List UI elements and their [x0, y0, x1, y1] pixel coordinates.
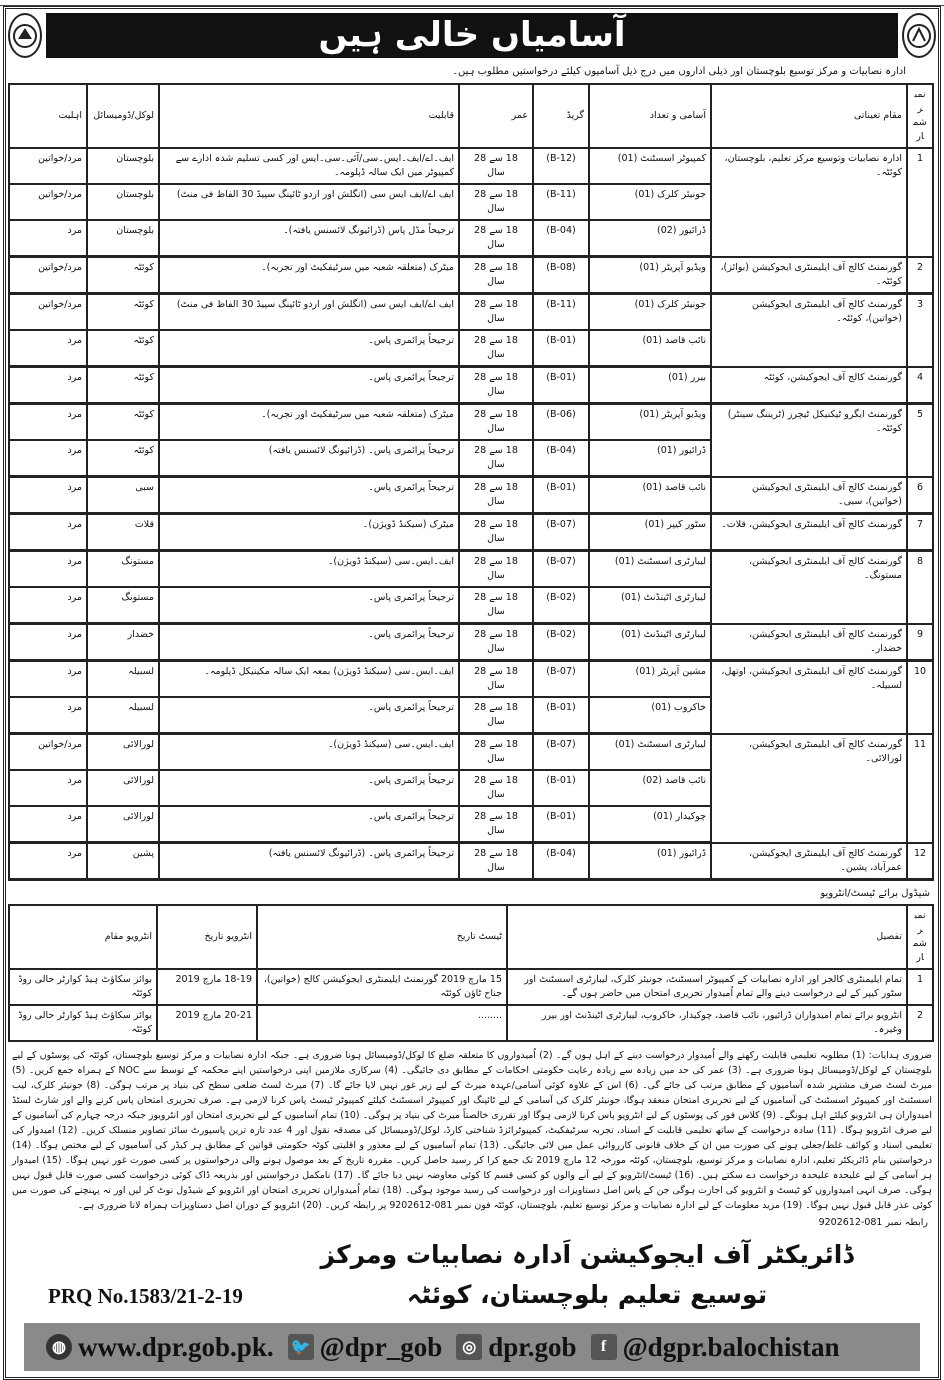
- qualification: ترجیحاً پرائمری پاس۔ (ڈرائیونگ لائسنس یافتہ): [159, 440, 459, 477]
- serial-number: 7: [907, 514, 933, 551]
- col-header-grade: گریڈ: [533, 84, 589, 148]
- eligibility: مرد: [9, 551, 87, 588]
- post-name: ڈرائیور (02): [589, 220, 711, 257]
- footer-social-bar: [24, 1323, 920, 1371]
- serial-number: 11: [907, 734, 933, 843]
- sched-header-test-date: ٹیسٹ تاریخ: [257, 905, 507, 969]
- serial-number: 4: [907, 367, 933, 404]
- grade: (B-07): [533, 551, 589, 588]
- qualification: ترجیحاً پرائمری پاس۔: [159, 330, 459, 367]
- director-title-line2: توسیع تعلیم بلوچستان، کوئٹہ: [406, 1280, 768, 1309]
- serial-number: 3: [907, 294, 933, 367]
- post-name: لیبارٹری اسسٹنٹ (01): [589, 551, 711, 588]
- posting-place: گورنمنٹ کالج آف ایلیمنٹری ایجوکیشن (بوائز)، کوئٹہ۔: [711, 257, 907, 294]
- post-name: ویڈیو آپریٹر (01): [589, 257, 711, 294]
- grade: (B-01): [533, 477, 589, 514]
- schedule-table: [8, 904, 934, 1042]
- grade: (B-07): [533, 514, 589, 551]
- director-title: [248, 1235, 926, 1315]
- eligibility: مرد: [9, 843, 87, 880]
- table-row: [9, 514, 933, 551]
- eligibility: مرد/خواتین: [9, 148, 87, 184]
- table-row: [9, 148, 933, 184]
- intro-text: ادارہ نصابیات و مرکز توسیع بلوچستان اور ذیلی اداروں میں درج ذیل آسامیوں کیلئے درخواستیں مطلوب ہیں۔: [452, 66, 906, 77]
- age-limit: 18 سے 28 سال: [459, 330, 533, 367]
- post-name: ڈرائیور (01): [589, 440, 711, 477]
- facebook-icon: f: [591, 1334, 617, 1360]
- col-header-age: عمر: [459, 84, 533, 148]
- website-link[interactable]: www.dpr.gob.pk.: [78, 1331, 274, 1362]
- grade: (B-01): [533, 367, 589, 404]
- facebook-handle[interactable]: @dgpr.balochistan: [622, 1331, 840, 1362]
- posting-place: گورنمنٹ کالج آف ایلیمنٹری ایجوکیشن (خواتین)، کوئٹہ۔: [711, 294, 907, 367]
- signature-block: [8, 1233, 936, 1323]
- post-name: لیبارٹری اٹینڈنٹ (01): [589, 624, 711, 661]
- domicile: کوئٹہ: [87, 404, 159, 441]
- qualification: ایف۔ایس۔سی (سیکنڈ ڈویژن)۔: [159, 551, 459, 588]
- eligibility: مرد/خواتین: [9, 184, 87, 220]
- sched-header-venue: انٹرویو مقام: [9, 905, 157, 969]
- schedule-row: [9, 969, 933, 1005]
- age-limit: 18 سے 28 سال: [459, 551, 533, 588]
- eligibility: مرد/خواتین: [9, 734, 87, 771]
- schedule-detail: انٹرویو برائے تمام امیدواران ڈرائیور، نائب قاصد، چوکیدار، خاکروب، لیبارٹری اٹینڈنٹ اور بیرر وغیرہ۔: [507, 1005, 907, 1041]
- table-row: [9, 294, 933, 331]
- domicile: لسبیلہ: [87, 697, 159, 734]
- post-name: جونیئر کلرک (01): [589, 184, 711, 220]
- posting-place: گورنمنٹ کالج آف ایلیمنٹری ایجوکیشن (خواتین)، سبی۔: [711, 477, 907, 514]
- age-limit: 18 سے 28 سال: [459, 697, 533, 734]
- qualification: میٹرک (سیکنڈ ڈویژن)۔: [159, 514, 459, 551]
- test-date: 15 مارچ 2019 گورنمنٹ ایلیمنٹری ایجوکیشن کالج (خواتین)، جناح ٹاؤن کوئٹہ: [257, 969, 507, 1005]
- department-logo-icon: [902, 13, 936, 58]
- posting-place: گورنمنٹ ایگرو ٹیکنیکل ٹیچرز (ٹریننگ سینٹر) کوئٹہ۔: [711, 404, 907, 477]
- serial-number: 1: [907, 148, 933, 257]
- posting-place: گورنمنٹ کالج آف ایلیمنٹری ایجوکیشن، لورالائی۔: [711, 734, 907, 843]
- qualification: ترجیحاً پرائمری پاس۔ (ڈرائیونگ لائسنس یافتہ): [159, 843, 459, 880]
- grade: (B-01): [533, 770, 589, 806]
- posting-place: گورنمنٹ کالج آف ایلیمنٹری ایجوکیشن، مستونگ۔: [711, 551, 907, 624]
- age-limit: 18 سے 28 سال: [459, 184, 533, 220]
- post-name: چوکیدار (01): [589, 806, 711, 843]
- eligibility: مرد: [9, 367, 87, 404]
- qualification: ایف۔ایس۔سی (سیکنڈ ڈویژن) بمعہ ایک سالہ مکینیکل ڈپلومہ۔: [159, 661, 459, 698]
- grade: (B-04): [533, 440, 589, 477]
- eligibility: مرد: [9, 770, 87, 806]
- eligibility: مرد: [9, 806, 87, 843]
- eligibility: مرد: [9, 514, 87, 551]
- domicile: بلوچستان: [87, 148, 159, 184]
- interview-date: 18-19 مارچ 2019: [157, 969, 257, 1005]
- post-name: لیبارٹری اسسٹنٹ (01): [589, 734, 711, 771]
- ad-frame: [3, 6, 941, 1380]
- post-name: سٹور کیپر (01): [589, 514, 711, 551]
- header: [8, 13, 936, 59]
- grade: (B-07): [533, 661, 589, 698]
- qualification: ایف۔اے/ایف۔ایس۔سی/آئی۔سی۔ایس اور کسی تسلیم شدہ ادارے سے کمپیوٹر میں ایک سالہ ڈپلومہ۔: [159, 148, 459, 184]
- table-row: [9, 367, 933, 404]
- serial-number: 1: [907, 969, 933, 1005]
- eligibility: مرد: [9, 440, 87, 477]
- serial-number: 8: [907, 551, 933, 624]
- age-limit: 18 سے 28 سال: [459, 770, 533, 806]
- age-limit: 18 سے 28 سال: [459, 514, 533, 551]
- domicile: کوئٹہ: [87, 294, 159, 331]
- post-name: لیبارٹری اٹینڈنٹ (01): [589, 587, 711, 624]
- table-row: [9, 661, 933, 698]
- age-limit: 18 سے 28 سال: [459, 477, 533, 514]
- interview-date: 20-21 مارچ 2019: [157, 1005, 257, 1041]
- serial-number: 10: [907, 661, 933, 734]
- posting-place: گورنمنٹ کالج آف ایجوکیشن، کوئٹہ: [711, 367, 907, 404]
- contact-number: رابطہ نمبر 081-9202612: [818, 1217, 928, 1228]
- post-name: ویڈیو آپریٹر (01): [589, 404, 711, 441]
- domicile: سبی: [87, 477, 159, 514]
- col-header-eligibility: اہلیت: [9, 84, 87, 148]
- age-limit: 18 سے 28 سال: [459, 148, 533, 184]
- qualification: ایف۔ایس۔سی (سیکنڈ ڈویژن)۔: [159, 734, 459, 771]
- test-date: ........: [257, 1005, 507, 1041]
- age-limit: 18 سے 28 سال: [459, 624, 533, 661]
- eligibility: مرد: [9, 477, 87, 514]
- serial-number: 9: [907, 624, 933, 661]
- post-name: بیرر (01): [589, 367, 711, 404]
- grade: (B-02): [533, 587, 589, 624]
- col-header-place: مقام تعیناتی: [711, 84, 907, 148]
- table-row: [9, 477, 933, 514]
- domicile: قلات: [87, 514, 159, 551]
- age-limit: 18 سے 28 سال: [459, 661, 533, 698]
- serial-number: 6: [907, 477, 933, 514]
- col-header-post: آسامی و تعداد: [589, 84, 711, 148]
- domicile: مستونگ: [87, 551, 159, 588]
- qualification: ترجیحاً مڈل پاس (ڈرائیونگ لائسنس یافتہ)۔: [159, 220, 459, 257]
- grade: (B-01): [533, 697, 589, 734]
- globe-icon: ◍: [46, 1334, 72, 1360]
- grade: (B-07): [533, 734, 589, 771]
- posting-place: گورنمنٹ کالج آف ایلیمنٹری ایجوکیشن، عمرآباد، پشین۔: [711, 843, 907, 880]
- domicile: لسبیلہ: [87, 661, 159, 698]
- qualification: ایف اے/ایف ایس سی (انگلش اور اردو ٹائپنگ سپیڈ 30 الفاظ فی منٹ): [159, 184, 459, 220]
- instructions-text: ضروری ہدایات: (1) مطلوبہ تعلیمی قابلیت رکھنے والے اُمیدوار درخواست دینے کے اہل ہوں گے۔ (2) اُمیدواروں کا متعلقہ ضلع کا لوکل/ڈومیسائل ہونا ضروری ہے۔ جبکہ ادارہ نصابیات و مرکز توسیع بلوچستان، کوئٹہ کی پوسٹوں کے لیے بلوچستان کے لوکل/ڈومیسائل ہونا ضروری ہے۔ (3) عمر کی حد میں زیادہ سے زیادہ رعایت حکومتی احکامات کے مطابق دی جائیگی۔ (4) سرکاری ملازمین اپنی درخواستیں اپنے محکمہ کے توسط سے NOC کے ہمراہ جمع کریں۔ (5) میرٹ لسٹ صرف مشتہر شدہ آسامیوں کے مطابق مرتب کی جائے گی۔ (6) اس کے علاوہ کوئی آسامی/عہدہ میرٹ کے لیے زیر غور نہیں لایا جائے گا۔ (7) میرٹ لسٹ ضلعی سطح کی بنیاد پر مرتب ہوگی۔ (8) جونیئر کلرک، لیب اسسٹنٹ اور کمپیوٹر اسسٹنٹ کی آسامیوں کے لیے تحریری امتحان منعقد ہوگا، جونیئر کلرک کی آسامی کے لیے ٹائپنگ اور کمپیوٹر اسسٹنٹ کیلئے کمپیوٹر ٹیسٹ پاس کرنا لازمی ہے۔ صرف تحریری امتحان پاس کرنے والے اور شارٹ لسٹڈ امیدواران ہی انٹرویو کیلئے اہل ہونگے۔ (9) کلاس فور کی پوسٹوں کے لیے انٹرویو پاس کرنا لازمی ہوگا اور تقرری خالصتاً میرٹ کی بنیاد پر ہوگی۔ (10) تمام آسامیوں کے لیے تحریری امتحان اور انٹرویوز جبکہ درجہ چہارم کی آسامیوں کے لیے صرف انٹرویو ہوگا۔ (11) سادہ درخواست کے ساتھ تعلیمی قابلیت کے اسناد، تجربہ سرٹیفکیٹ، کمپیوٹرائزڈ شناختی کارڈ، لوکل/ڈومیسائل کی مصدقہ نقول اور 4 عدد تازہ ترین پاسپورٹ سائز تصاویر منسلک کریں۔ (12) امیدوار کی تعلیمی اسناد و کوائف غلط/جعلی ہونے کی صورت میں ان کے خلاف قانونی کارروائی عمل میں لائی جائیگی۔ (13) تمام آسامیوں کے لیے معذور و اقلیتی کوٹہ حکومتی قوانین کے مطابق ہر کیڈر کی آسامیوں کے لیے مختص ہوگا۔ (14) درخواستیں بنام ڈائریکٹر تعلیم، ادارہ نصابیات و مرکز توسیع، بلوچستان، کوئٹہ مورخہ 12 مارچ 2019 تک جمع کرا کر رسید حاصل کریں۔ مقررہ تاریخ کے بعد موصول ہونے والی درخواستوں پر کسی صورت غور نہیں ہوگا۔ (15) امیدوار ہر آسامی کے لیے علیحدہ علیحدہ درخواست دے سکتے ہیں۔ (16) ٹیسٹ/انٹرویو کے لیے آنے والوں کو کسی قسم کا کوئی معاوضہ نہیں دیا جائے گا۔ (17) نامکمل درخواستیں اور بذریعہ ڈاک کوئی درخواست کسی صورت قابل قبول نہیں ہوگی۔ صرف انہی امیدواروں کو ٹیسٹ و انٹرویو کی اجازت ہوگی جن کے پاس اصل دستاویزات اور درخواست کی رسید موجود ہوگی۔ (18) تمام اُمیدواران تحریری امتحان اور انٹرویو کے شیڈول نوٹ کر لیں اور نہ پہنچنے کی صورت میں کوئی عذر قابل قبول نہیں ہوگا۔ (19) مزید معلومات کے لیے ادارہ نصابیات و مرکز توسیع تعلیم، بلوچستان، کوئٹہ فون نمبر 081-9202612 پر رابطہ کریں۔ (20) انٹرویو کے دوران اصل دستاویزات ہمراہ لانا ضروری ہے۔: [12, 1050, 932, 1211]
- age-limit: 18 سے 28 سال: [459, 734, 533, 771]
- posting-place: ادارہ نصابیات وتوسیع مرکز تعلیم، بلوچستان، کوئٹہ۔: [711, 148, 907, 257]
- table-header-row: [9, 84, 933, 148]
- qualification: ترجیحاً پرائمری پاس۔: [159, 697, 459, 734]
- serial-number: 2: [907, 257, 933, 294]
- post-name: نائب قاصد (02): [589, 770, 711, 806]
- qualification: ترجیحاً پرائمری پاس۔: [159, 477, 459, 514]
- eligibility: مرد: [9, 624, 87, 661]
- grade: (B-11): [533, 294, 589, 331]
- serial-number: 2: [907, 1005, 933, 1041]
- qualification: ترجیحاً پرائمری پاس۔: [159, 770, 459, 806]
- eligibility: مرد: [9, 587, 87, 624]
- age-limit: 18 سے 28 سال: [459, 404, 533, 441]
- domicile: بلوچستان: [87, 184, 159, 220]
- qualification: ترجیحاً پرائمری پاس۔: [159, 367, 459, 404]
- col-header-qualification: قابلیت: [159, 84, 459, 148]
- age-limit: 18 سے 28 سال: [459, 257, 533, 294]
- sched-header-detail: تفصیل: [507, 905, 907, 969]
- age-limit: 18 سے 28 سال: [459, 294, 533, 331]
- col-header-domicile: لوکل/ڈومیسائل: [87, 84, 159, 148]
- interview-venue: بوائز سکاؤٹ ہیڈ کوارٹر حالی روڈ کوئٹہ: [9, 1005, 157, 1041]
- col-header-serial: نمبر شمار: [907, 84, 933, 148]
- eligibility: مرد/خواتین: [9, 294, 87, 331]
- schedule-detail: تمام ایلیمنٹری کالجز اور ادارہ نصابیات کے کمپیوٹر اسسٹنٹ، جونیئر کلرک، لیبارٹری اسسٹنٹ اور سٹور کیپر کے لیے درخواست دینے والے تمام اُمیدوار تحریری امتحان میں حاضر ہوں گے۔: [507, 969, 907, 1005]
- grade: (B-01): [533, 806, 589, 843]
- domicile: کوئٹہ: [87, 257, 159, 294]
- sched-header-serial: نمبر شمار: [907, 905, 933, 969]
- age-limit: 18 سے 28 سال: [459, 806, 533, 843]
- age-limit: 18 سے 28 سال: [459, 440, 533, 477]
- grade: (B-04): [533, 220, 589, 257]
- schedule-row: [9, 1005, 933, 1041]
- twitter-icon: 🐦: [288, 1334, 314, 1360]
- prq-number: PRQ No.1583/21-2-19: [48, 1284, 243, 1308]
- table-row: [9, 404, 933, 441]
- instagram-icon: ◎: [456, 1334, 482, 1360]
- post-name: خاکروب (01): [589, 697, 711, 734]
- post-name: مشین آپریٹر (01): [589, 661, 711, 698]
- domicile: کوئٹہ: [87, 367, 159, 404]
- qualification: ایف اے/ایف ایس سی (انگلش اور اردو ٹائپنگ سپیڈ 30 الفاظ فی منٹ): [159, 294, 459, 331]
- qualification: ترجیحاً پرائمری پاس۔: [159, 806, 459, 843]
- eligibility: مرد: [9, 661, 87, 698]
- grade: (B-02): [533, 624, 589, 661]
- domicile: لورالائی: [87, 806, 159, 843]
- banner-title: آسامیاں خالی ہیں: [46, 13, 898, 58]
- domicile: لورالائی: [87, 770, 159, 806]
- interview-venue: بوائز سکاؤٹ ہیڈ کوارٹر حالی روڈ کوئٹہ: [9, 969, 157, 1005]
- grade: (B-04): [533, 843, 589, 880]
- table-row: [9, 257, 933, 294]
- post-name: کمپیوٹر اسسٹنٹ (01): [589, 148, 711, 184]
- serial-number: 12: [907, 843, 933, 880]
- post-name: جونیئر کلرک (01): [589, 294, 711, 331]
- post-name: ڈرائیور (01): [589, 843, 711, 880]
- domicile: بلوچستان: [87, 220, 159, 257]
- post-name: نائب قاصد (01): [589, 477, 711, 514]
- eligibility: مرد: [9, 330, 87, 367]
- domicile: کوئٹہ: [87, 330, 159, 367]
- grade: (B-01): [533, 330, 589, 367]
- eligibility: مرد/خواتین: [9, 257, 87, 294]
- post-name: نائب قاصد (01): [589, 330, 711, 367]
- age-limit: 18 سے 28 سال: [459, 220, 533, 257]
- schedule-title: شیڈول برائے ٹیسٹ/انٹرویو: [820, 888, 930, 899]
- domicile: مستونگ: [87, 587, 159, 624]
- schedule-header-row: [9, 905, 933, 969]
- table-row: [9, 843, 933, 880]
- table-row: [9, 624, 933, 661]
- grade: (B-08): [533, 257, 589, 294]
- qualification: ترجیحاً پرائمری پاس۔: [159, 587, 459, 624]
- director-title-line1: ڈائریکٹر آف ایجوکیشن اَدارہ نصابیات ومرکز: [320, 1240, 854, 1269]
- domicile: پشین: [87, 843, 159, 880]
- domicile: کوئٹہ: [87, 440, 159, 477]
- age-limit: 18 سے 28 سال: [459, 843, 533, 880]
- posting-place: گورنمنٹ کالج آف ایلیمنٹری ایجوکیشن، خضدار۔: [711, 624, 907, 661]
- domicile: خضدار: [87, 624, 159, 661]
- twitter-handle[interactable]: @dpr_gob: [319, 1331, 443, 1362]
- grade: (B-11): [533, 184, 589, 220]
- domicile: لورالائی: [87, 734, 159, 771]
- qualification: میٹرک (متعلقہ شعبہ میں سرٹیفکیٹ اور تجربہ)۔: [159, 257, 459, 294]
- table-row: [9, 551, 933, 588]
- eligibility: مرد: [9, 697, 87, 734]
- sched-header-interview-date: انٹرویو تاریخ: [157, 905, 257, 969]
- grade: (B-12): [533, 148, 589, 184]
- vacancies-table: [8, 83, 934, 881]
- instagram-handle[interactable]: dpr.gob: [488, 1331, 577, 1362]
- qualification: میٹرک (متعلقہ شعبہ میں سرٹیفکیٹ اور تجربہ)۔: [159, 404, 459, 441]
- eligibility: مرد: [9, 404, 87, 441]
- posting-place: گورنمنٹ کالج آف ایلیمنٹری ایجوکیشن، قلات۔: [711, 514, 907, 551]
- balochistan-emblem-icon: [8, 13, 42, 58]
- age-limit: 18 سے 28 سال: [459, 367, 533, 404]
- table-row: [9, 734, 933, 771]
- posting-place: گورنمنٹ کالج آف ایلیمنٹری ایجوکیشن، اوتھل، لسبیلہ۔: [711, 661, 907, 734]
- eligibility: مرد: [9, 220, 87, 257]
- qualification: ترجیحاً پرائمری پاس۔: [159, 624, 459, 661]
- serial-number: 5: [907, 404, 933, 477]
- grade: (B-06): [533, 404, 589, 441]
- age-limit: 18 سے 28 سال: [459, 587, 533, 624]
